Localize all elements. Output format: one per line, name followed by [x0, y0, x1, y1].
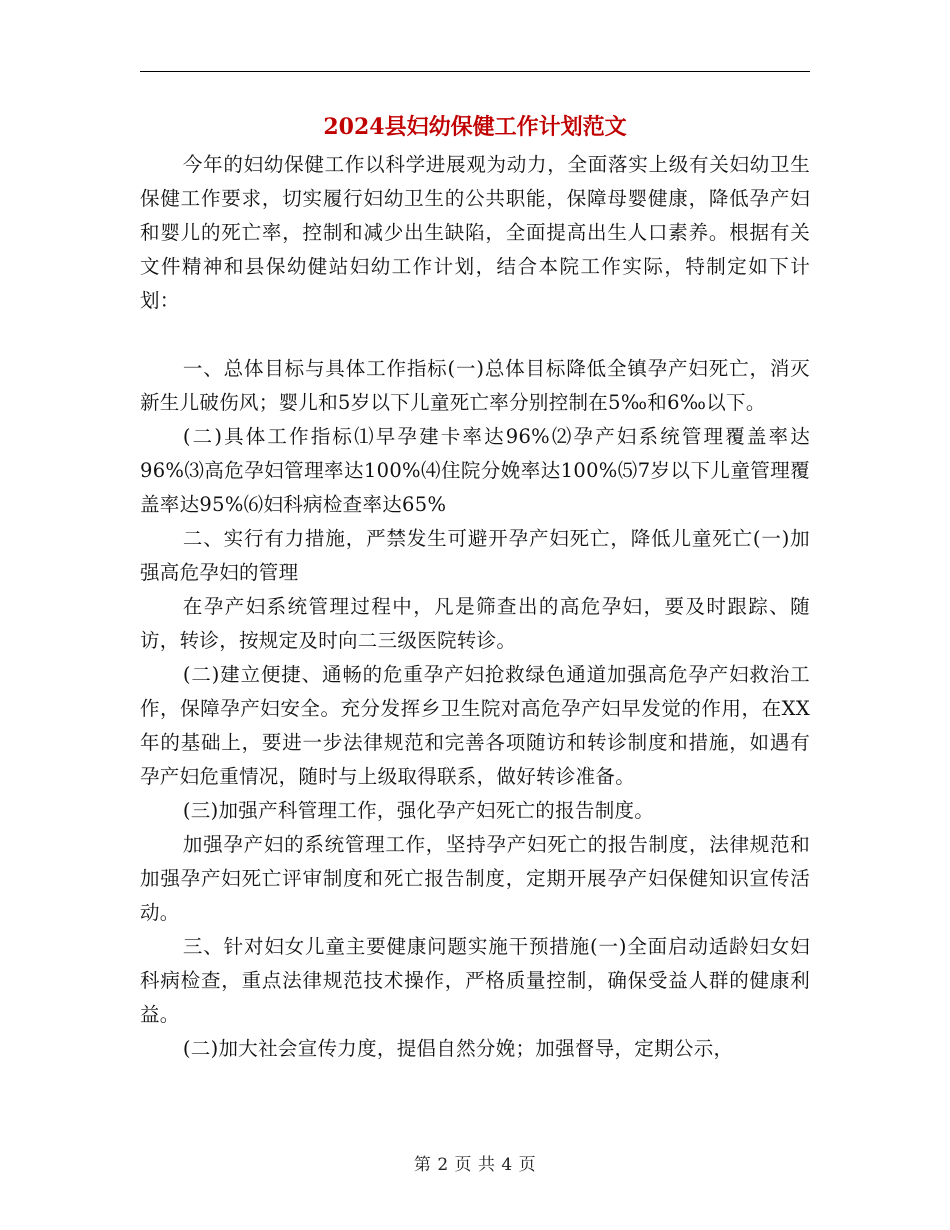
paragraph-obstetrics: (三)加强产科管理工作，强化孕产妇死亡的报告制度。: [182, 799, 655, 822]
paragraph-intro: 今年的妇幼保健工作以科学进展观为动力，全面落实上级有关妇幼卫生保健工作要求，切实履行妇幼卫生的公共职能，保障母婴健康，降低孕产妇和婴儿的死亡率，控制和减少出生缺陷，全面提高出生人口素养。根据有关文件精神和县保幼健站妇幼工作计划，结合本院工作实际，特制定如下计划：: [140, 153, 810, 312]
paragraph-system-management: 加强孕产妇的系统管理工作，坚持孕产妇死亡的报告制度，法律规范和加强孕产妇死亡评审制度和死亡报告制度，定期开展孕产妇保健知识宣传活动。: [140, 833, 810, 924]
header-rule: [140, 71, 810, 72]
document-title: 2024县妇幼保健工作计划范文: [323, 114, 627, 140]
paragraph-publicity: (二)加大社会宣传力度，提倡自然分娩；加强督导，定期公示，: [182, 1037, 734, 1060]
paragraph-gap: [140, 318, 810, 352]
paragraph-indicators: (二)具体工作指标⑴早孕建卡率达96%⑵孕产妇系统管理覆盖率达96%⑶高危孕妇管理率达100%⑷住院分娩率达100%⑸7岁以下儿童管理覆盖率达95%⑹妇科病检查率达65%: [140, 425, 810, 516]
paragraph-section-3: 三、针对妇女儿童主要健康问题实施干预措施(一)全面启动适龄妇女妇科病检查，重点法律规范技术操作，严格质量控制，确保受益人群的健康利益。: [140, 935, 810, 1026]
paragraph-green-channel: (二)建立便捷、通畅的危重孕产妇抢救绿色通道加强高危孕产妇救治工作，保障孕产妇安全。充分发挥乡卫生院对高危孕产妇早发觉的作用，在XX年的基础上，要进一步法律规范和完善各项随访和转诊制度和措施，如遇有孕产妇危重情况，随时与上级取得联系，做好转诊准备。: [140, 663, 810, 788]
page-number-footer: 第 2 页 共 4 页: [413, 1155, 537, 1175]
paragraph-high-risk: 在孕产妇系统管理过程中，凡是筛查出的高危孕妇，要及时跟踪、随访，转诊，按规定及时向二三级医院转诊。: [140, 595, 810, 652]
document-body: [140, 148, 810, 1066]
paragraph-section-1: 一、总体目标与具体工作指标(一)总体目标降低全镇孕产妇死亡，消灭新生儿破伤风；婴儿和5岁以下儿童死亡率分别控制在5‰和6‰以下。: [140, 357, 810, 414]
paragraph-section-2: 二、实行有力措施，严禁发生可避开孕产妇死亡，降低儿童死亡(一)加强高危孕妇的管理: [140, 527, 810, 584]
